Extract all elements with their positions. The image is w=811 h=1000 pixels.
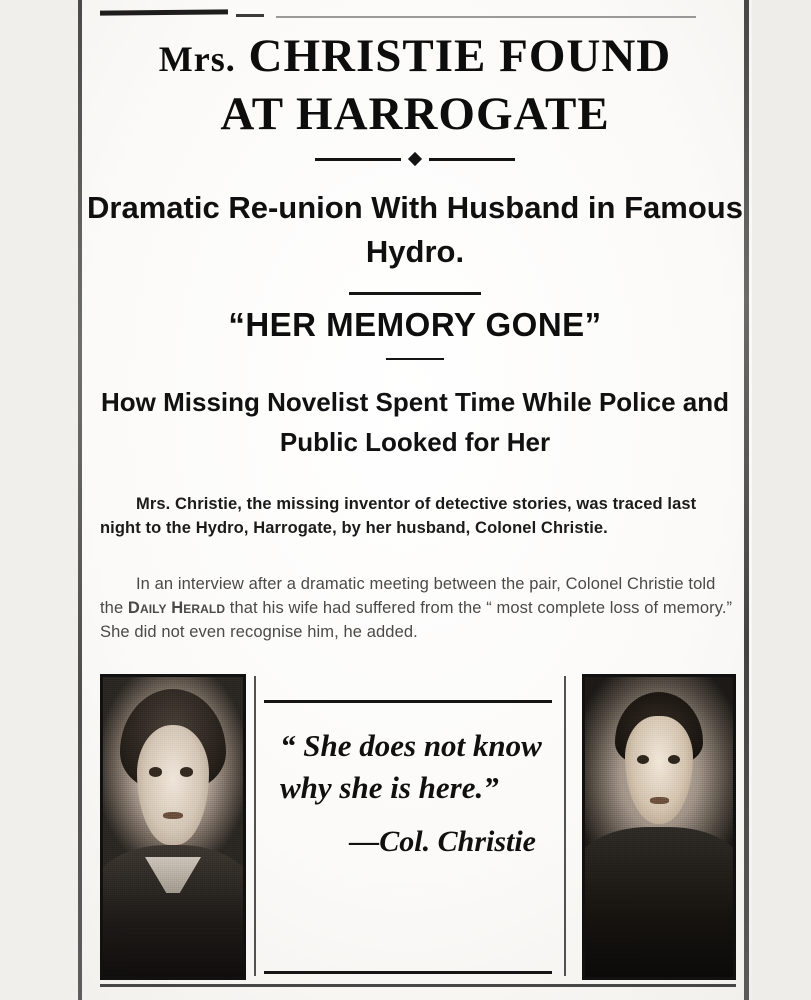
- clipping-edge-right: [744, 0, 749, 1000]
- eye-right-shape: [668, 755, 680, 764]
- publication-name: Daily Herald: [127, 599, 226, 617]
- headline-line-2: AT HARROGATE: [220, 88, 610, 140]
- top-rule-segment-b: [236, 14, 264, 17]
- eye-left-shape: [149, 767, 162, 777]
- face-shape: [137, 725, 210, 845]
- divider-rule-3: [386, 358, 444, 360]
- eye-right-shape: [180, 767, 193, 777]
- mouth-shape: [163, 812, 183, 819]
- ornamental-divider: [315, 152, 515, 166]
- pull-quote-attribution: —Col. Christie: [349, 825, 536, 858]
- quote-headline: “HER MEMORY GONE”: [228, 306, 602, 343]
- divider-bar-right: [429, 158, 515, 161]
- pull-quote-text: “ She does not know why she is here.”: [280, 728, 542, 805]
- mouth-shape: [650, 797, 669, 804]
- divider-rule-2: [349, 292, 481, 295]
- portrait-illustration-woman: [103, 677, 243, 977]
- second-paragraph: [100, 572, 736, 644]
- eye-left-shape: [637, 755, 649, 764]
- scan-margin-right: [752, 0, 811, 1000]
- second-paragraph-post: that his wife had suffered from the “ most complete loss of memory.” She did not even recognise him, he added.: [100, 599, 733, 641]
- lead-paragraph: Mrs. Christie, the missing inventor of detective stories, was traced last night to the Hydro, Harrogate, by her husband, Colonel Christie.: [100, 495, 697, 537]
- pull-quote-box: [264, 700, 552, 974]
- photo-colonel-christie: [582, 674, 736, 980]
- second-paragraph-pre: In an interview after a dramatic meeting between the pair, Colonel Christie told the: [100, 575, 716, 617]
- headline-line-1: [86, 30, 744, 85]
- column-rule-left: [254, 676, 256, 976]
- divider-bar-left: [315, 158, 401, 161]
- divider-diamond-icon: [408, 152, 422, 166]
- bottom-rule: [100, 984, 736, 987]
- headline-honorific: Mrs.: [158, 39, 236, 79]
- subheadline-secondary: How Missing Novelist Spent Time While Police and Public Looked for Her: [101, 387, 729, 457]
- top-rule-segment-a: [100, 9, 228, 15]
- shoulders-shape: [582, 827, 736, 977]
- column-rule-right: [564, 676, 566, 976]
- top-rule-segment-c: [276, 16, 696, 18]
- subheadline-primary: Dramatic Re-union With Husband in Famous Hydro.: [87, 190, 743, 269]
- headline-line-1-rest: CHRISTIE FOUND: [235, 30, 672, 82]
- clipping-content: [86, 0, 744, 1000]
- clipping-edge-left: [78, 0, 82, 1000]
- scan-margin-left: [0, 0, 78, 1000]
- portrait-illustration-man: [585, 677, 733, 977]
- photo-mrs-christie: [100, 674, 246, 980]
- face-shape: [625, 716, 693, 824]
